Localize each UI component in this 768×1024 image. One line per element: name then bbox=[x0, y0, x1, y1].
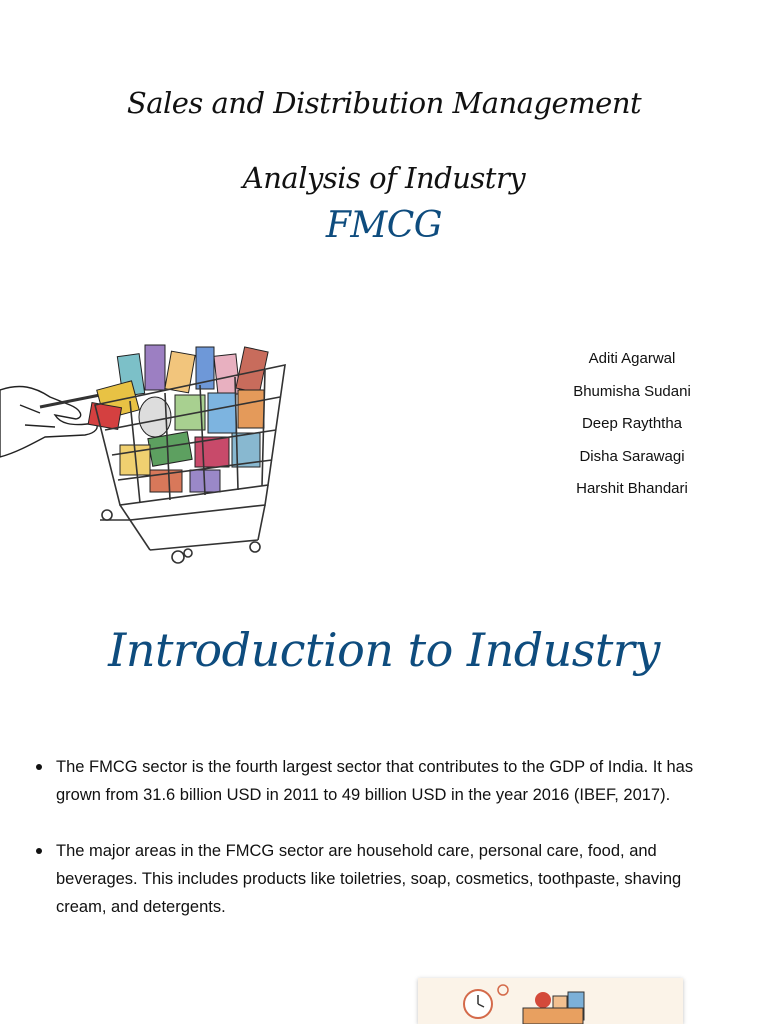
groceries-icon bbox=[523, 992, 584, 1024]
section-heading: Introduction to Industry bbox=[108, 623, 660, 677]
author-name: Deep Rayththa bbox=[581, 415, 683, 432]
grocery-products bbox=[88, 345, 268, 492]
author-name: Harshit Bhandari bbox=[576, 480, 688, 497]
list-item: The major areas in the FMCG sector are household care, personal care, food, and beverages. This includes products like toiletries, soap, cosmetics, toothpaste, shaving cream, and detergents. bbox=[32, 837, 734, 921]
document-title: Sales and Distribution Management bbox=[126, 86, 642, 120]
shopping-cart-illustration bbox=[0, 335, 290, 570]
topic-title: FMCG bbox=[325, 205, 443, 246]
clock-icon bbox=[464, 990, 492, 1018]
gear-icon bbox=[498, 985, 508, 995]
author-name: Disha Sarawagi bbox=[579, 447, 685, 465]
author-list bbox=[537, 343, 727, 506]
bullet-list bbox=[32, 753, 734, 949]
author-name: Aditi Agarwal bbox=[588, 350, 676, 367]
grocery-illustration bbox=[418, 978, 683, 1024]
list-item: The FMCG sector is the fourth largest sector that contributes to the GDP of India. It has grown from 31.6 billion USD in 2011 to 49 billion USD in the year 2016 (IBEF, 2017). bbox=[32, 753, 734, 809]
author-name: Bhumisha Sudani bbox=[573, 382, 691, 400]
cart-wheels bbox=[102, 510, 260, 563]
document-subtitle: Analysis of Industry bbox=[242, 161, 526, 195]
